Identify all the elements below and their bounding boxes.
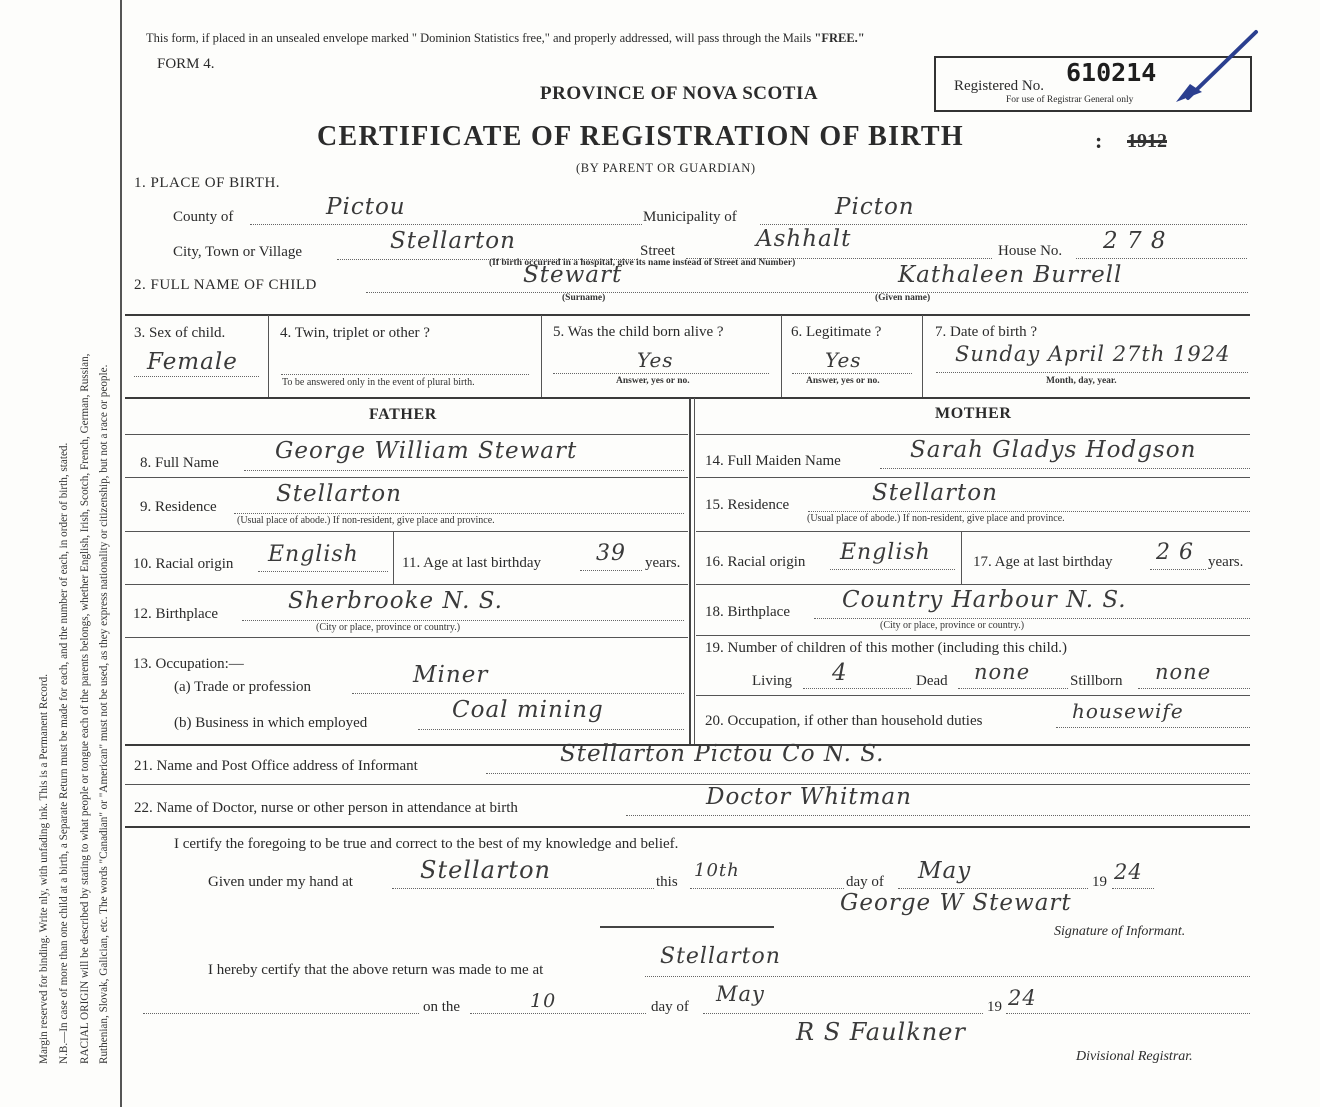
postal-note: This form, if placed in an unsealed envelope marked " Dominion Statistics free," and properly addressed, will pass through the Mails "FREE." (146, 31, 865, 45)
father-trade-value: Miner (413, 662, 489, 688)
registrar-month-value: May (716, 982, 765, 1006)
street-value: Ashhalt (756, 226, 852, 252)
place-of-birth-label: 1. PLACE OF BIRTH. (134, 175, 281, 191)
county-value: Pictou (326, 194, 406, 220)
on-the-label: on the (423, 999, 461, 1015)
given-place-value: Stellarton (420, 856, 551, 884)
father-occupation-label: 13. Occupation:— (133, 656, 244, 672)
signature-caption: Signature of Informant. (1054, 924, 1186, 939)
father-business-value: Coal mining (452, 697, 604, 723)
dob-value: Sunday April 27th 1924 (955, 342, 1231, 366)
municipality-value: Picton (835, 194, 915, 220)
registrar-use-note: For use of Registrar General only (1006, 95, 1134, 105)
registrar-statement: I hereby certify that the above return was made to me at (208, 962, 544, 978)
binding-margin (0, 0, 122, 1107)
city-value: Stellarton (390, 228, 516, 254)
given-day-value: 10th (694, 860, 740, 881)
father-name-label: 8. Full Name (140, 455, 219, 471)
house-number-label: House No. (998, 243, 1063, 259)
house-number-value: 2 7 8 (1103, 228, 1167, 254)
father-residence-label: 9. Residence (140, 499, 217, 515)
margin-note-racial-origin: RACIAL ORIGIN will be described by stating to what people or tongue each of the parents belongs, whether English, Irish, Scotch, French, German, Russian, (79, 353, 91, 1064)
mother-name-value: Sarah Gladys Hodgson (910, 437, 1197, 463)
sex-label: 3. Sex of child. (134, 325, 226, 341)
legitimate-label: 6. Legitimate ? (791, 324, 882, 340)
stillborn-value: none (1155, 660, 1212, 684)
father-residence-value: Stellarton (276, 481, 402, 507)
struck-year: 1912 (1127, 130, 1167, 152)
day-of-label: day of (846, 874, 884, 890)
father-name-value: George William Stewart (275, 438, 578, 464)
reg-day-of-label: day of (651, 999, 689, 1015)
informant-label: 21. Name and Post Office address of Informant (134, 758, 418, 774)
certification-statement: I certify the foregoing to be true and correct to the best of my knowledge and belief. (174, 836, 679, 852)
registrar-day-value: 10 (530, 990, 557, 1012)
registered-label: Registered No. (954, 78, 1044, 94)
county-label: County of (173, 209, 234, 225)
mother-racial-label: 16. Racial origin (705, 554, 806, 570)
father-residence-note: (Usual place of abode.) If non-resident, give place and province. (237, 515, 495, 526)
surname-caption: (Surname) (562, 293, 606, 303)
registered-number: 610214 (1066, 58, 1157, 87)
street-label: Street (640, 243, 675, 259)
stillborn-label: Stillborn (1070, 673, 1123, 689)
margin-note-nationality: Ruthenian, Slovak, Galician, etc. The words "Canadian" or "American" must not be used, as they express nationality or citizenship, but not a race or people. (98, 364, 110, 1064)
form-number: FORM 4. (157, 56, 215, 72)
father-business-label: (b) Business in which employed (174, 715, 368, 731)
child-name-label: 2. FULL NAME OF CHILD (134, 277, 317, 293)
father-trade-label: (a) Trade or profession (174, 679, 312, 695)
hospital-note: (If birth occurred in a hospital, give its name instead of Street and Number) (489, 258, 796, 268)
margin-note-multiple-births: N.B.—In case of more than one child at a birth, a Separate Return must be made for each, and the number of each, in order of birth, stated. (58, 442, 70, 1064)
this-label: this (656, 874, 678, 890)
alive-label: 5. Was the child born alive ? (553, 324, 724, 340)
given-under-label: Given under my hand at (208, 874, 353, 890)
father-heading: FATHER (369, 406, 437, 423)
alive-value: Yes (637, 348, 674, 372)
twin-note: To be answered only in the event of plural birth. (282, 377, 475, 388)
margin-rule (120, 0, 122, 1107)
dob-label: 7. Date of birth ? (935, 324, 1038, 340)
mother-age-unit: years. (1208, 554, 1244, 570)
child-surname-value: Stewart (523, 262, 623, 288)
mother-heading: MOTHER (935, 405, 1012, 422)
father-age-label: 11. Age at last birthday (402, 555, 541, 571)
given-name-caption: (Given name) (875, 293, 931, 303)
sex-value: Female (147, 349, 238, 375)
mother-age-label: 17. Age at last birthday (973, 554, 1113, 570)
twin-label: 4. Twin, triplet or other ? (280, 325, 430, 341)
legitimate-value: Yes (825, 348, 862, 372)
living-value: 4 (832, 660, 848, 686)
alive-caption: Answer, yes or no. (616, 376, 690, 386)
year-prefix: 19 (1092, 874, 1107, 890)
doctor-value: Doctor Whitman (706, 784, 912, 810)
mother-residence-label: 15. Residence (705, 497, 790, 513)
registrar-place-value: Stellarton (660, 944, 781, 969)
mother-name-label: 14. Full Maiden Name (705, 453, 841, 469)
mother-occupation-value: housewife (1072, 699, 1184, 723)
father-age-unit: years. (645, 555, 681, 571)
informant-value: Stellarton Pictou Co N. S. (560, 741, 885, 767)
margin-note-permanent-record: Margin reserved for binding. Write nly, with unfading ink. This is a Permanent Record. (38, 674, 50, 1064)
title-colon: : (1095, 128, 1103, 153)
mother-racial-value: English (840, 540, 931, 565)
mother-occupation-label: 20. Occupation, if other than household duties (705, 713, 983, 729)
dead-value: none (974, 660, 1031, 684)
certificate-subtitle: (BY PARENT OR GUARDIAN) (576, 161, 756, 175)
mother-residence-value: Stellarton (872, 480, 998, 506)
doctor-label: 22. Name of Doctor, nurse or other person in attendance at birth (134, 800, 518, 816)
child-given-name-value: Kathaleen Burrell (898, 262, 1123, 288)
mother-birthplace-value: Country Harbour N. S. (842, 587, 1127, 613)
mother-birthplace-note: (City or place, province or country.) (880, 620, 1025, 631)
father-birthplace-label: 12. Birthplace (133, 606, 218, 622)
dead-label: Dead (916, 673, 948, 689)
city-label: City, Town or Village (173, 244, 303, 260)
father-racial-label: 10. Racial origin (133, 556, 234, 572)
given-year-value: 24 (1114, 860, 1143, 884)
dob-caption: Month, day, year. (1046, 376, 1117, 386)
postal-note-free: "FREE." (814, 31, 865, 45)
reg-year-prefix: 19 (987, 999, 1002, 1015)
living-label: Living (752, 673, 792, 689)
blue-check-mark (1170, 28, 1270, 110)
father-birthplace-value: Sherbrooke N. S. (288, 588, 503, 614)
certificate-title: CERTIFICATE OF REGISTRATION OF BIRTH (317, 121, 964, 152)
father-birthplace-note: (City or place, province or country.) (316, 622, 461, 633)
registrar-caption: Divisional Registrar. (1076, 1049, 1193, 1064)
father-racial-value: English (268, 542, 359, 567)
informant-signature: George W Stewart (840, 890, 1072, 916)
province-heading: PROVINCE OF NOVA SCOTIA (540, 83, 819, 104)
given-month-value: May (918, 858, 972, 884)
municipality-label: Municipality of (643, 209, 737, 225)
mother-birthplace-label: 18. Birthplace (705, 604, 790, 620)
legitimate-caption: Answer, yes or no. (806, 376, 880, 386)
mother-age-value: 2 6 (1156, 540, 1194, 565)
mother-children-label: 19. Number of children of this mother (including this child.) (705, 640, 1068, 656)
father-age-value: 39 (596, 541, 626, 566)
mother-residence-note: (Usual place of abode.) If non-resident, give place and province. (807, 513, 1065, 524)
registrar-signature: R S Faulkner (796, 1018, 966, 1046)
registrar-year-value: 24 (1008, 986, 1037, 1010)
